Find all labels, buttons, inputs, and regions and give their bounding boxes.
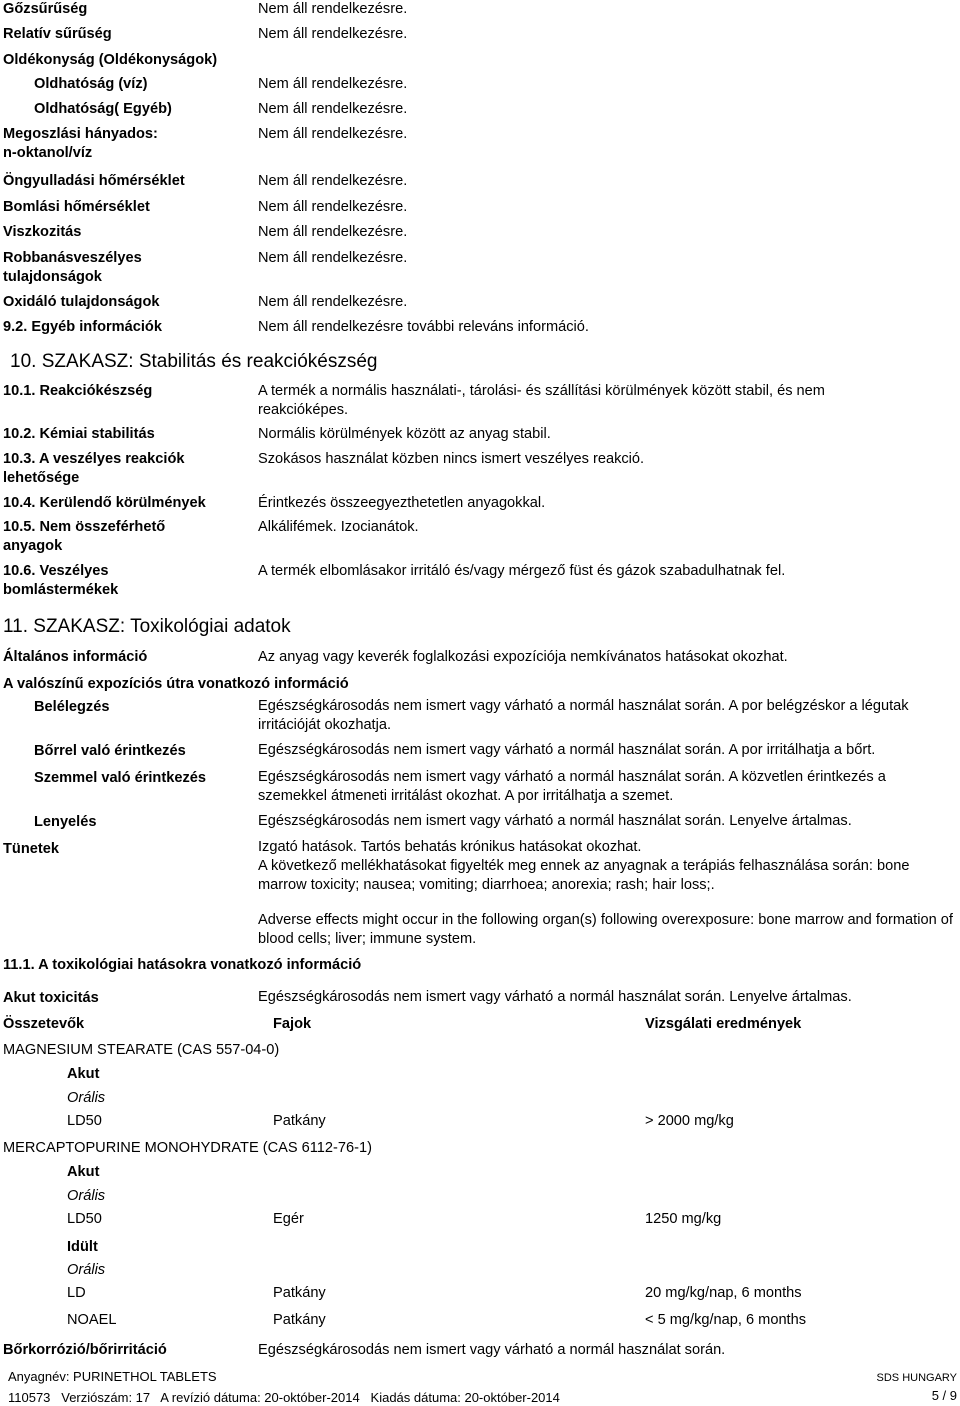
table-header-components: Összetevők: [3, 1016, 85, 1032]
prop-value: Nem áll rendelkezésre.: [258, 250, 408, 266]
footer-document-meta: 110573 Verziószám: 17 A revízió dátuma: 20-október-2014 Kiadás dátuma: 20-október-2014: [8, 1390, 560, 1405]
section-10-label: 10.5. Nem összeférhető anyagok: [3, 519, 166, 554]
prop-value: Nem áll rendelkezésre.: [258, 26, 408, 42]
general-info-label: Általános információ: [3, 649, 148, 665]
skin-corrosion-value: Egészségkárosodás nem ismert vagy várható a normál használat során.: [258, 1342, 726, 1358]
table-header-species: Fajok: [273, 1016, 312, 1032]
exposure-group: Akut: [67, 1164, 100, 1180]
symptoms-value: Izgató hatások. Tartós behatás krónikus hatásokat okozhat. A következő mellékhatásokat figyelték meg ennek az anyagnak a terápiás felhasználása során: bone marrow toxicity; nausea; vomiting; diarrhoea; anorexia; rash; hair loss;.: [258, 839, 910, 893]
routes-heading: A valószínű expozíciós útra vonatkozó információ: [3, 676, 349, 692]
acute-toxicity-label: Akut toxicitás: [3, 990, 99, 1006]
species: Egér: [273, 1211, 304, 1227]
skin-corrosion-label: Bőrkorrózió/bőrirritáció: [3, 1342, 167, 1358]
test-type: NOAEL: [67, 1312, 117, 1328]
prop-value: Nem áll rendelkezésre.: [258, 224, 408, 240]
test-type: LD50: [67, 1113, 102, 1129]
prop-label: Öngyulladási hőmérséklet: [3, 173, 185, 189]
table-header-results: Vizsgálati eredmények: [645, 1016, 802, 1032]
species: Patkány: [273, 1113, 326, 1129]
prop-value: Nem áll rendelkezésre.: [258, 173, 408, 189]
toxicology-subheading: 11.1. A toxikológiai hatásokra vonatkozó információ: [3, 957, 362, 973]
exposure-group: Idült: [67, 1239, 98, 1255]
footer-sds-label: SDS HUNGARY: [876, 1372, 957, 1384]
prop-value: Nem áll rendelkezésre.: [258, 76, 408, 92]
symptoms-label: Tünetek: [3, 841, 59, 857]
test-result: < 5 mg/kg/nap, 6 months: [645, 1312, 807, 1328]
prop-label: Oldhatóság( Egyéb): [34, 101, 172, 117]
route-value: Egészségkárosodás nem ismert vagy várható a normál használat során. A por irritálhatja a bőrt.: [258, 742, 876, 758]
acute-toxicity-value: Egészségkárosodás nem ismert vagy várható a normál használat során. Lenyelve ártalmas.: [258, 989, 852, 1005]
route-label: Szemmel való érintkezés: [34, 770, 206, 786]
route-label: Lenyelés: [34, 814, 97, 830]
test-result: > 2000 mg/kg: [645, 1113, 734, 1129]
prop-value: Nem áll rendelkezésre további releváns információ.: [258, 319, 589, 335]
prop-label: Oxidáló tulajdonságok: [3, 294, 160, 310]
prop-value: Nem áll rendelkezésre.: [258, 199, 408, 215]
section-10-value: A termék elbomlásakor irritáló és/vagy mérgező füst és gázok szabadulhatnak fel.: [258, 563, 786, 579]
component-name: MAGNESIUM STEARATE (CAS 557-04-0): [3, 1042, 280, 1058]
section-10-value: A termék a normális használati-, tárolási- és szállítási körülmények között stabil, és nem reakcióképes.: [258, 383, 825, 418]
prop-value: Nem áll rendelkezésre.: [258, 1, 408, 17]
prop-label: 9.2. Egyéb információk: [3, 319, 162, 335]
prop-label: Oldhatóság (víz): [34, 76, 148, 92]
prop-label: Relatív sűrűség: [3, 26, 112, 42]
prop-label: Viszkozitás: [3, 224, 82, 240]
section-10-value: Alkálifémek. Izocianátok.: [258, 519, 419, 535]
prop-value: Nem áll rendelkezésre.: [258, 294, 408, 310]
section-10-label: 10.3. A veszélyes reakciók lehetősége: [3, 451, 185, 486]
exposure-group: Akut: [67, 1066, 100, 1082]
component-name: MERCAPTOPURINE MONOHYDRATE (CAS 6112-76-1): [3, 1140, 372, 1156]
section-10-label: 10.6. Veszélyes bomlástermékek: [3, 563, 119, 598]
species: Patkány: [273, 1312, 326, 1328]
section-10-value: Szokásos használat közben nincs ismert veszélyes reakció.: [258, 451, 645, 467]
section-10-title: 10. SZAKASZ: Stabilitás és reakciókészség: [10, 351, 378, 372]
species: Patkány: [273, 1285, 326, 1301]
footer-product-name: Anyagnév: PURINETHOL TABLETS: [8, 1369, 217, 1384]
section-11-title: 11. SZAKASZ: Toxikológiai adatok: [3, 616, 291, 637]
section-10-label: 10.1. Reakciókészség: [3, 383, 153, 399]
prop-label: Bomlási hőmérséklet: [3, 199, 150, 215]
prop-label: Oldékonyság (Oldékonyságok): [3, 52, 218, 68]
prop-label: Robbanásveszélyes tulajdonságok: [3, 250, 142, 285]
prop-value: Nem áll rendelkezésre.: [258, 101, 408, 117]
test-type: LD50: [67, 1211, 102, 1227]
route-value: Egészségkárosodás nem ismert vagy várható a normál használat során. A közvetlen érintkezés a szemekkel átmeneti irritálást okozhat. A por irritálhatja a szemet.: [258, 769, 886, 804]
prop-label: Gőzsűrűség: [3, 1, 88, 17]
section-10-label: 10.4. Kerülendő körülmények: [3, 495, 206, 511]
route-value: Egészségkárosodás nem ismert vagy várható a normál használat során. Lenyelve ártalmas.: [258, 813, 852, 829]
exposure-route: Orális: [67, 1262, 106, 1278]
section-10-label: 10.2. Kémiai stabilitás: [3, 426, 155, 442]
prop-value: Nem áll rendelkezésre.: [258, 126, 408, 142]
exposure-route: Orális: [67, 1188, 106, 1204]
section-10-value: Érintkezés összeegyezthetetlen anyagokkal.: [258, 495, 546, 511]
route-label: Bőrrel való érintkezés: [34, 743, 186, 759]
test-result: 20 mg/kg/nap, 6 months: [645, 1285, 802, 1301]
adverse-effects-value: Adverse effects might occur in the following organ(s) following overexposure: bone marrow and formation of blood cells; liver; immune system.: [258, 912, 953, 947]
route-value: Egészségkárosodás nem ismert vagy várható a normál használat során. A por belégzéskor a légutak irritációját okozhatja.: [258, 698, 909, 733]
general-info-value: Az anyag vagy keverék foglalkozási expozíciója nemkívánatos hatásokat okozhat.: [258, 649, 788, 665]
section-10-value: Normális körülmények között az anyag stabil.: [258, 426, 551, 442]
test-result: 1250 mg/kg: [645, 1211, 722, 1227]
prop-label: Megoszlási hányados: n-oktanol/víz: [3, 126, 158, 161]
exposure-route: Orális: [67, 1090, 106, 1106]
footer-page-number: 5 / 9: [931, 1388, 957, 1403]
test-type: LD: [67, 1285, 86, 1301]
route-label: Belélegzés: [34, 699, 110, 715]
